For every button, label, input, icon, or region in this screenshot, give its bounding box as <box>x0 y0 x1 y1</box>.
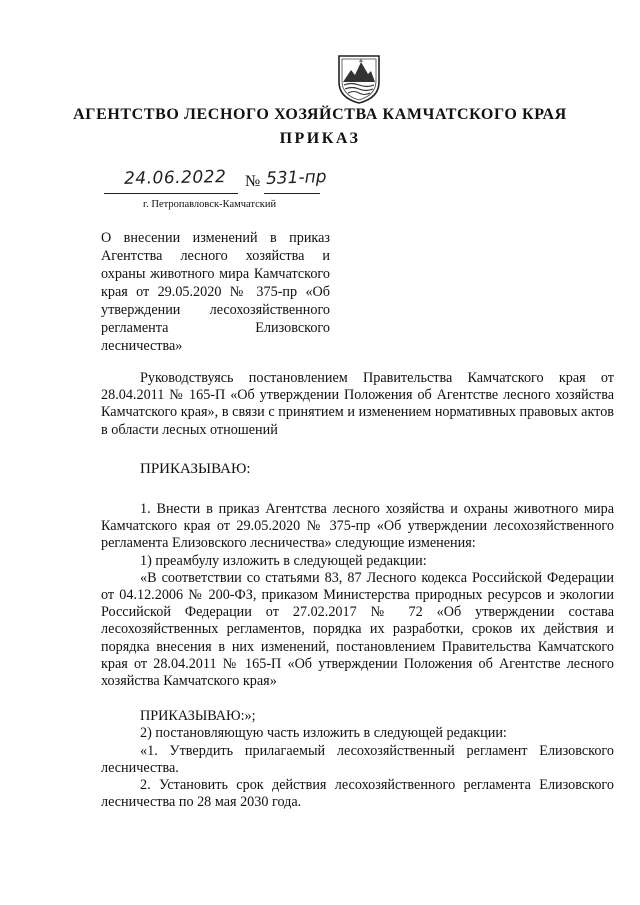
coat-of-arms-icon <box>337 52 381 104</box>
number-sign: № <box>245 173 261 190</box>
quote-2-item-1: «1. Утвердить прилагаемый лесохозяйственный регламент Елизовского лесничества. <box>101 742 614 776</box>
preamble-paragraph: Руководствуясь постановлением Правительства Камчатского края от 28.04.2011 № 165-П «Об утверждении Положения об Агентстве лесного хозяйства Камчатского края», в связи с принятием и изменением нормативных правовых актов в области лесных отношений <box>101 370 614 438</box>
subitem-2-paragraph: 2) постановляющую часть изложить в следующей редакции: <box>140 725 507 742</box>
document-title: ПРИКАЗ <box>279 130 361 147</box>
handwritten-date: 24.06.2022 <box>123 167 227 189</box>
city-line: г. Петропавловск-Камчатский <box>143 199 277 210</box>
order-word: ПРИКАЗЫВАЮ: <box>140 460 251 477</box>
order-subject: О внесении изменений в приказ Агентства лесного хозяйства и охраны животного мира Камчатского края от 29.05.2020 № 375-пр «Об утверждении лесохозяйственного регламента Елизовского лесничества» <box>101 230 330 354</box>
handwritten-number: 531-пр <box>265 166 327 190</box>
order-word-quoted: ПРИКАЗЫВАЮ:»; <box>140 708 256 725</box>
quote-2-item-2: 2. Установить срок действия лесохозяйственного регламента Елизовского лесничества по 28 мая 2030 года. <box>101 777 614 811</box>
document-body <box>101 370 614 811</box>
quote-1-paragraph: «В соответствии со статьями 83, 87 Лесного кодекса Российской Федерации от 04.12.2006 № 200-ФЗ, приказом Министерства природных ресурсов и экологии Российской Федерации от 27.02.2017 № 72 «Об утверждении состава лесохозяйственных регламентов, порядка их разработки, сроков их действия и порядка внесения в них изменений, постановлением Правительства Камчатского края от 28.04.2011 № 165-П «Об утверждении Положения об Агентстве лесного хозяйства Камчатского края» <box>101 569 614 690</box>
agency-name: АГЕНТСТВО ЛЕСНОГО ХОЗЯЙСТВА КАМЧАТСКОГО КРАЯ <box>73 106 567 123</box>
item-1-paragraph: 1. Внести в приказ Агентства лесного хозяйства и охраны животного мира Камчатского края от 29.05.2020 № 375-пр «Об утверждении лесохозяйственного регламента Елизовского лесничества» следующие изменения: <box>101 501 614 552</box>
subitem-1-paragraph: 1) преамбулу изложить в следующей редакции: <box>140 552 427 569</box>
